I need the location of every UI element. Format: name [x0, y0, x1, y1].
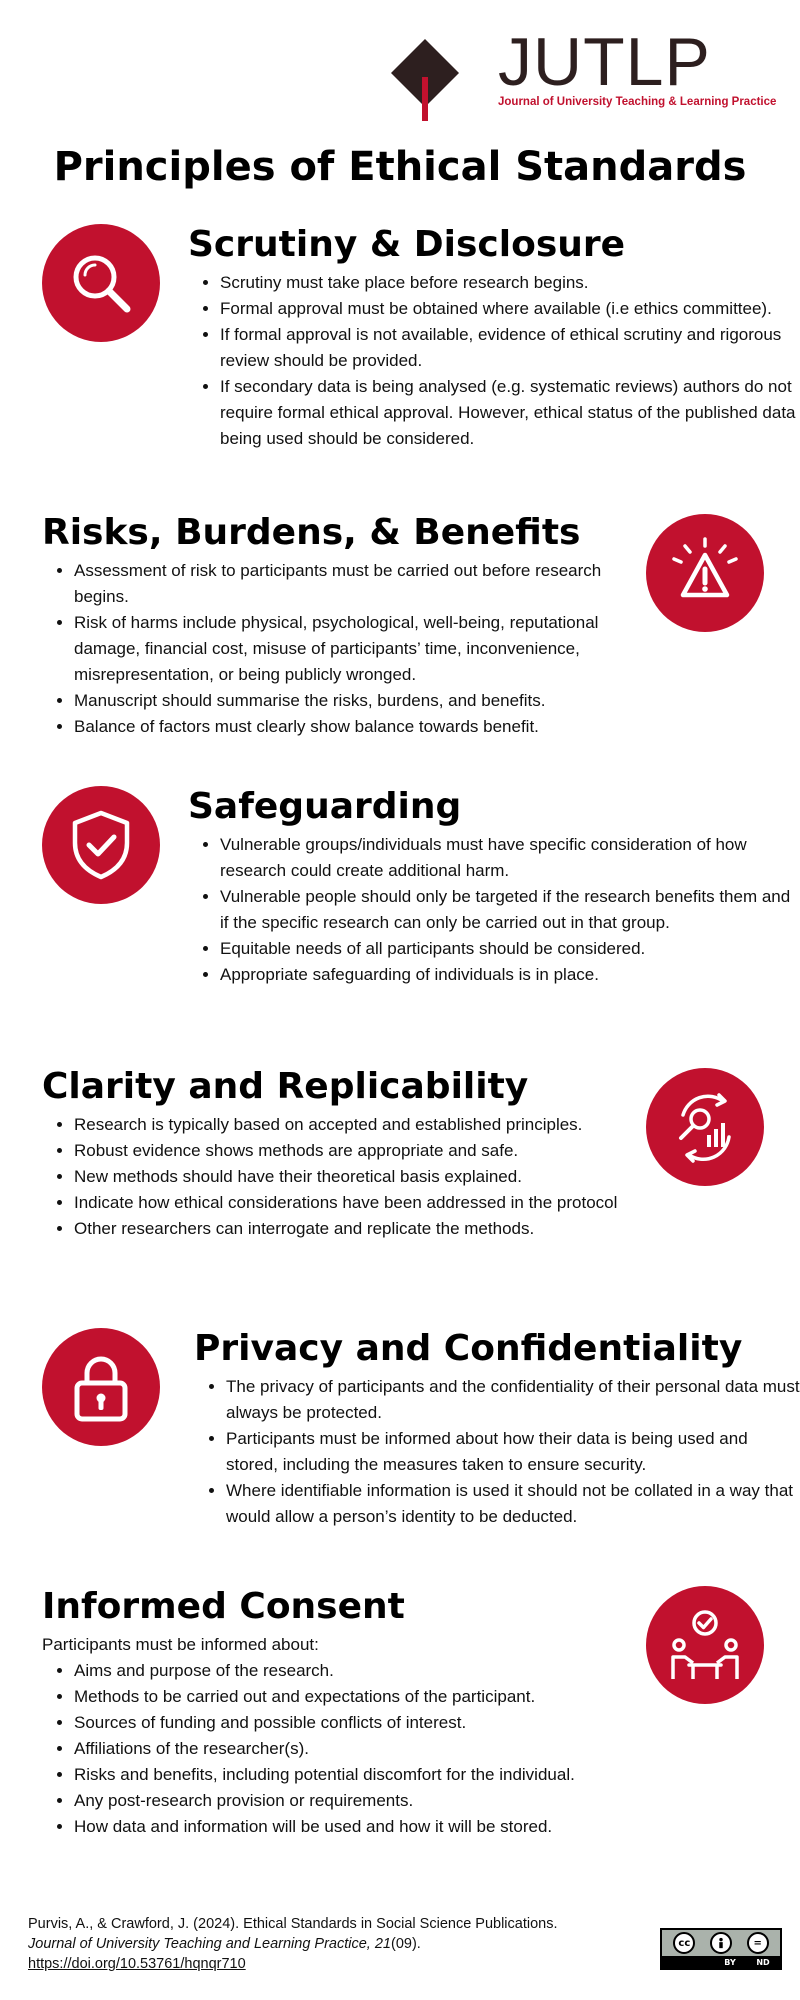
section-title-privacy: Privacy and Confidentiality: [194, 1328, 743, 1369]
attribution-person-icon: [710, 1932, 732, 1954]
license-label-by: BY: [724, 1958, 736, 1967]
logo-subtitle: Journal of University Teaching & Learning Practice: [498, 96, 777, 108]
citation-volume: 21: [374, 1936, 391, 1952]
list-item: • Balance of factors must clearly show balance towards benefit.: [74, 714, 644, 740]
cc-icon: cc: [673, 1932, 695, 1954]
citation-issue: (09).: [391, 1936, 421, 1952]
list-item: • Sources of funding and possible conflicts of interest.: [74, 1710, 654, 1736]
list-item: • Other researchers can interrogate and replicate the methods.: [74, 1216, 644, 1242]
no-derivatives-icon: =: [747, 1932, 769, 1954]
clarity-icon-badge: [646, 1068, 764, 1186]
padlock-icon: [63, 1349, 139, 1425]
section-title-scrutiny: Scrutiny & Disclosure: [188, 224, 626, 265]
list-item: • If secondary data is being analysed (e.g. systematic reviews) authors do not require formal ethical approval. However, ethical status of the published data being used should be considered.: [220, 374, 800, 452]
list-item: • How data and information will be used and how it will be stored.: [74, 1814, 654, 1840]
citation-authors: Purvis, A., & Crawford, J. (2024). Ethical Standards in Social Science Publications.: [28, 1916, 558, 1932]
safeguarding-bullet-list: [188, 832, 800, 988]
consent-meeting-icon: [667, 1607, 743, 1683]
list-item: • Scrutiny must take place before research begins.: [220, 270, 800, 296]
warning-icon: [667, 535, 743, 611]
consent-bullet-list: [42, 1658, 654, 1840]
risks-bullet-list: [42, 558, 644, 740]
magnifier-icon: [63, 245, 139, 321]
list-item: • Indicate how ethical considerations have been addressed in the protocol: [74, 1190, 644, 1216]
list-item: • Methods to be carried out and expectations of the participant.: [74, 1684, 654, 1710]
section-title-safeguarding: Safeguarding: [188, 786, 462, 827]
list-item: • Appropriate safeguarding of individuals is in place.: [220, 962, 800, 988]
section-title-risks: Risks, Burdens, & Benefits: [42, 512, 581, 553]
research-cycle-icon: [667, 1089, 743, 1165]
privacy-bullet-list: [194, 1374, 800, 1530]
list-item: • Vulnerable people should only be targeted if the research benefits them and if the specific research can only be carried out in that group.: [220, 884, 800, 936]
license-label-nd: ND: [756, 1958, 770, 1967]
consent-intro: Participants must be informed about:: [42, 1635, 319, 1654]
list-item: • Risks and benefits, including potential discomfort for the individual.: [74, 1762, 654, 1788]
citation-journal: Journal of University Teaching and Learning Practice,: [28, 1936, 371, 1952]
list-item: • Research is typically based on accepted and established principles.: [74, 1112, 644, 1138]
scrutiny-icon-badge: [42, 224, 160, 342]
section-title-consent: Informed Consent: [42, 1586, 405, 1627]
safeguarding-icon-badge: [42, 786, 160, 904]
list-item: • Any post-research provision or requirements.: [74, 1788, 654, 1814]
list-item: • Equitable needs of all participants should be considered.: [220, 936, 800, 962]
list-item: • If formal approval is not available, evidence of ethical scrutiny and rigorous review should be provided.: [220, 322, 800, 374]
journal-logo: [498, 24, 777, 108]
page-title: Principles of Ethical Standards: [53, 144, 747, 190]
list-item: • Participants must be informed about how their data is being used and stored, including the measures taken to ensure security.: [226, 1426, 800, 1478]
citation: [28, 1914, 648, 1974]
list-item: • Robust evidence shows methods are appropriate and safe.: [74, 1138, 644, 1164]
doi-link[interactable]: https://doi.org/10.53761/hqnqr710: [28, 1956, 246, 1972]
list-item: • Manuscript should summarise the risks, burdens, and benefits.: [74, 688, 644, 714]
list-item: • Assessment of risk to participants must be carried out before research begins.: [74, 558, 644, 610]
list-item: • Aims and purpose of the research.: [74, 1658, 654, 1684]
list-item: • The privacy of participants and the confidentiality of their personal data must always be protected.: [226, 1374, 800, 1426]
list-item: • Formal approval must be obtained where available (i.e ethics committee).: [220, 296, 800, 322]
list-item: • Risk of harms include physical, psychological, well-being, reputational damage, financial cost, misuse of participants’ time, inconvenience, misrepresentation, or being publicly wronged.: [74, 610, 644, 688]
citation-source: [28, 1934, 648, 1954]
clarity-bullet-list: [42, 1112, 644, 1242]
list-item: • New methods should have their theoretical basis explained.: [74, 1164, 644, 1190]
creative-commons-by-nd-icon: [660, 1928, 782, 1970]
list-item: • Vulnerable groups/individuals must have specific consideration of how research could create additional harm.: [220, 832, 800, 884]
logo-title: JUTLP: [498, 24, 711, 100]
shield-check-icon: [63, 807, 139, 883]
privacy-icon-badge: [42, 1328, 160, 1446]
consent-icon-badge: [646, 1586, 764, 1704]
jutlp-logo-icon: [389, 37, 461, 123]
list-item: • Where identifiable information is used it should not be collated in a way that would allow a person’s identity to be deducted.: [226, 1478, 800, 1530]
list-item: • Affiliations of the researcher(s).: [74, 1736, 654, 1762]
scrutiny-bullet-list: [188, 270, 800, 452]
section-title-clarity: Clarity and Replicability: [42, 1066, 529, 1107]
risks-icon-badge: [646, 514, 764, 632]
